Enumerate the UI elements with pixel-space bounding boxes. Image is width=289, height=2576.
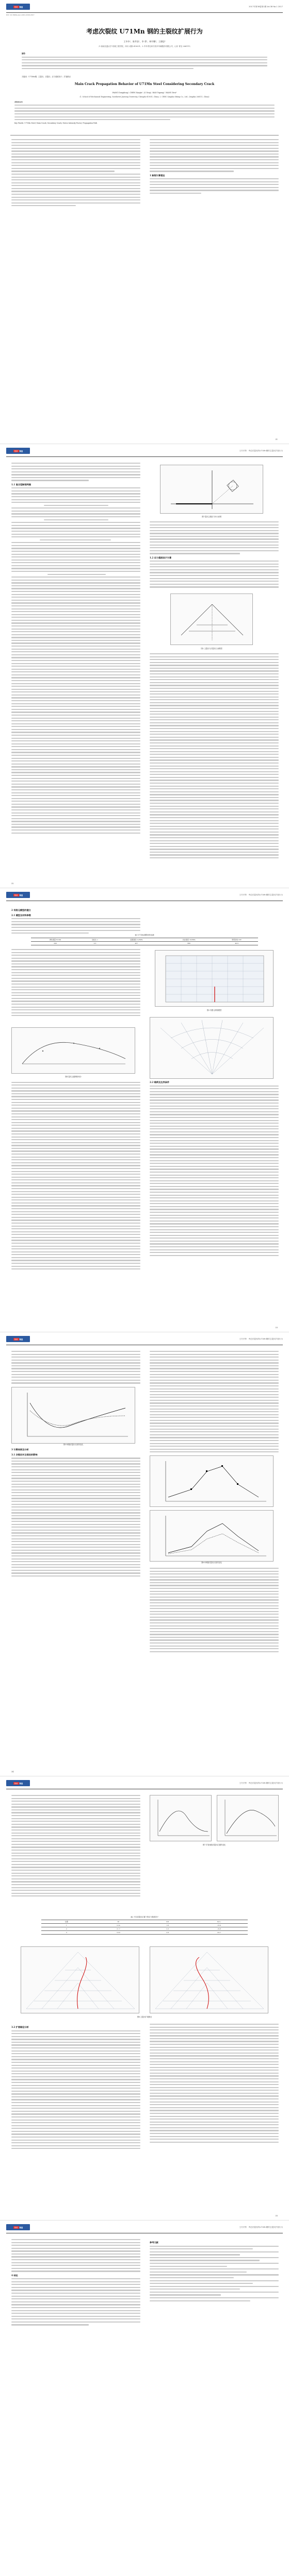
- page-2: [0, 444, 289, 888]
- column-right: [150, 139, 279, 196]
- page-number: 33: [275, 1327, 278, 1329]
- figure-8a: [21, 1946, 139, 2013]
- page-1: [0, 0, 289, 444]
- figure-4: [11, 1027, 135, 1074]
- table-2: [41, 1920, 248, 1935]
- section-heading: 3 计算结果及分析: [11, 1448, 29, 1451]
- column-left-2: [11, 949, 140, 1018]
- column-left: [11, 1795, 140, 1899]
- figure-8-caption: 图8 主裂纹扩展路径: [137, 2016, 152, 2018]
- authors-cn: 王冬冬¹，陈孝金¹，李 勇¹，韩宇鹏²，王德思²: [123, 40, 166, 43]
- table-cell: 206: [31, 942, 79, 945]
- figure-3-caption: 图3 有限元网格模型: [206, 1009, 222, 1011]
- figure-7a: [150, 1795, 212, 1841]
- header-title: 王冬冬等：考虑次裂纹的U71Mn钢的主裂纹扩展行为: [239, 893, 283, 896]
- table-header: 位置: [41, 1920, 92, 1924]
- page-3: [0, 888, 289, 1332]
- affiliation-cn: （1.西南交通大学 机械工程学院，四川 成都 610031；2.中车青岛四方机车车辆股份有限公司，山东 青岛 266111）: [97, 45, 192, 47]
- table-header: KII: [145, 1920, 190, 1924]
- figure-2-caption: 图2 主裂纹与次裂纹几何模型: [201, 648, 222, 650]
- figure-6b: [150, 1510, 274, 1562]
- figure-8b: [150, 1946, 268, 2013]
- page-number: 31: [275, 438, 278, 440]
- table-header: 泊松比 ν: [79, 938, 110, 942]
- figure-3: [155, 950, 274, 1007]
- column-left: [11, 139, 140, 208]
- abstract-en: Abstract: Key Words: U71Mn Steel; Main Crack; Secondary Crack; Stress Intensity Factor; Propagation Path: [14, 101, 275, 125]
- column-left-3: [11, 1027, 140, 1272]
- figure-2: [170, 594, 253, 645]
- table-cell: 2.9: [145, 1931, 190, 1935]
- table-row: [41, 1931, 248, 1935]
- table-1-caption: 表1 U71Mn钢的材料参数: [135, 934, 154, 936]
- table-header: 弹性模量 E/GPa: [31, 938, 79, 942]
- section-heading: 2.2 载荷及边界条件: [150, 1081, 170, 1083]
- figure-7-caption: 图7 扩展角随次裂纹位置的变化: [202, 1844, 226, 1846]
- table-2-caption: 表2 不同次裂纹位置下的应力强度因子: [130, 1916, 159, 1918]
- column-left-2: [11, 2024, 140, 2151]
- page-6: [0, 2221, 289, 2576]
- section-heading: 1.1 复合型断裂判据: [11, 483, 31, 486]
- journal-logo: 特种 铸造: [6, 892, 30, 898]
- figure-5-caption: 图5 KI随次裂纹长度的变化: [63, 1443, 84, 1446]
- table-cell: 10.9: [92, 1931, 145, 1935]
- page-number: 32: [11, 883, 14, 885]
- figure-6a: [150, 1455, 274, 1507]
- figure-1: [160, 465, 263, 514]
- table-cell: 2: [41, 1927, 92, 1931]
- column-left: [11, 463, 140, 835]
- page-header: [6, 1778, 283, 1788]
- figure-6-caption: 图6 KII随次裂纹长度的变化: [201, 1562, 222, 1564]
- table-cell: 11.7: [92, 1927, 145, 1931]
- section-heading: 1.2 应力强度因子计算: [150, 556, 172, 559]
- page-5: [0, 1776, 289, 2221]
- figure-5: [11, 1387, 135, 1444]
- journal-logo: 特种 铸造: [6, 1336, 30, 1342]
- figure-1-caption: 图1 裂纹尖端应力场示意图: [201, 516, 222, 518]
- figure-4-caption: 图4 裂纹尖端网格划分: [65, 1076, 82, 1078]
- journal-logo: 特种 铸造: [6, 1780, 30, 1786]
- table-cell: 457: [110, 942, 163, 945]
- table-cell: 1.8: [145, 1924, 190, 1927]
- table-cell: 0.3: [79, 942, 110, 945]
- header-title: 王冬冬等：考虑次裂纹的U71Mn钢的主裂纹扩展行为: [239, 1782, 283, 1784]
- journal-logo: 特种 铸造: [6, 2224, 30, 2230]
- table-header: θ/(°): [190, 1920, 248, 1924]
- header-title: 王冬冬等：考虑次裂纹的U71Mn钢的主裂纹扩展行为: [239, 1337, 283, 1340]
- column-left: [11, 1351, 140, 1579]
- page-header: [6, 890, 283, 900]
- section-heading: 参考文献: [150, 2241, 158, 2244]
- table-row: [41, 1927, 248, 1931]
- table-header: 抗拉强度 σb/MPa: [163, 938, 216, 942]
- header-title: 王冬冬等：考虑次裂纹的U71Mn钢的主裂纹扩展行为: [239, 449, 283, 452]
- section-heading: 2.1 模型及材料参数: [11, 913, 31, 917]
- table-cell: -19.8: [190, 1927, 248, 1931]
- table-cell: 1: [41, 1924, 92, 1927]
- page-number: 35: [275, 2215, 278, 2217]
- page-header: [6, 1334, 283, 1344]
- table-row: [41, 1924, 248, 1927]
- header-issue: 2017年第38卷第1期 Vol.38 No.1 2017: [249, 5, 283, 8]
- journal-logo: 特种 铸造: [6, 4, 30, 10]
- header-rule: [6, 12, 283, 13]
- journal-logo: 特种 铸造: [6, 448, 30, 454]
- section-heading: 3.1 次裂纹对主裂纹的影响: [11, 1453, 38, 1456]
- authors-en: WANG Dongdong¹, CHEN Xiaojin¹, LI Yong¹, HAN Yupeng², WANG Desi²: [112, 92, 177, 94]
- table-cell: 12.4: [92, 1924, 145, 1927]
- title-cn: 考虑次裂纹 U71Mn 钢的主裂纹扩展行为: [86, 28, 203, 35]
- table-header: 屈服强度 σs/MPa: [110, 938, 163, 942]
- table-header: KI: [92, 1920, 145, 1924]
- figure-7b: [217, 1795, 279, 1841]
- table-1: [31, 938, 258, 945]
- section-heading: 1 断裂计算理论: [150, 174, 165, 177]
- page-header: [6, 446, 283, 455]
- table-cell: 40.6: [215, 942, 258, 945]
- page-number: 34: [11, 1771, 14, 1773]
- table-cell: 2.3: [145, 1927, 190, 1931]
- column-right: [150, 2024, 279, 2144]
- header-rule: [6, 456, 283, 457]
- column-right: [150, 2239, 279, 2303]
- table-header: 断裂韧性 KIC: [215, 938, 258, 942]
- table-cell: 880: [163, 942, 216, 945]
- figure-mesh: [150, 1017, 274, 1079]
- page-header: [6, 2223, 283, 2232]
- table-cell: -24.1: [190, 1931, 248, 1935]
- section-heading: 2 有限元模型的建立: [11, 909, 31, 911]
- column-left: [11, 907, 140, 936]
- column-right: [150, 1351, 279, 1654]
- keywords-cn: 关键词：U71Mn钢；主裂纹；次裂纹；应力强度因子；扩展路径: [22, 76, 71, 78]
- header-title: 王冬冬等：考虑次裂纹的U71Mn钢的主裂纹扩展行为: [239, 2226, 283, 2228]
- abstract-cn: 摘要：: [22, 53, 267, 71]
- table-cell: -15.6: [190, 1924, 248, 1927]
- column-left: [11, 2239, 140, 2327]
- title-en: Main Crack Propagation Behavior of U71Mn Steel Considering Secondary Crack: [74, 82, 215, 86]
- table-cell: 3: [41, 1931, 92, 1935]
- section-heading: 3.2 扩展路径分析: [11, 2026, 29, 2028]
- column-right-2: [150, 653, 279, 860]
- column-right: [150, 1017, 279, 1258]
- page-4: [0, 1332, 289, 1776]
- affiliation-en: (1. School of Mechanical Engineering, Southwest Jiaotong University, Chengdu 610031, China; 2. CRRC Qingdao Sifang Co., Ltd., Qingdao 266111, China): [79, 96, 210, 98]
- page-header: [6, 2, 283, 11]
- column-right: [150, 521, 279, 589]
- keywords-en: Key Words: U71Mn Steel; Main Crack; Secondary Crack; Stress Intensity Factor; Propagation Path: [14, 122, 98, 124]
- doi: DOI: 10.3969/j.issn.1001-2249.2017: [6, 14, 35, 16]
- section-heading: 4 结论: [11, 2274, 18, 2277]
